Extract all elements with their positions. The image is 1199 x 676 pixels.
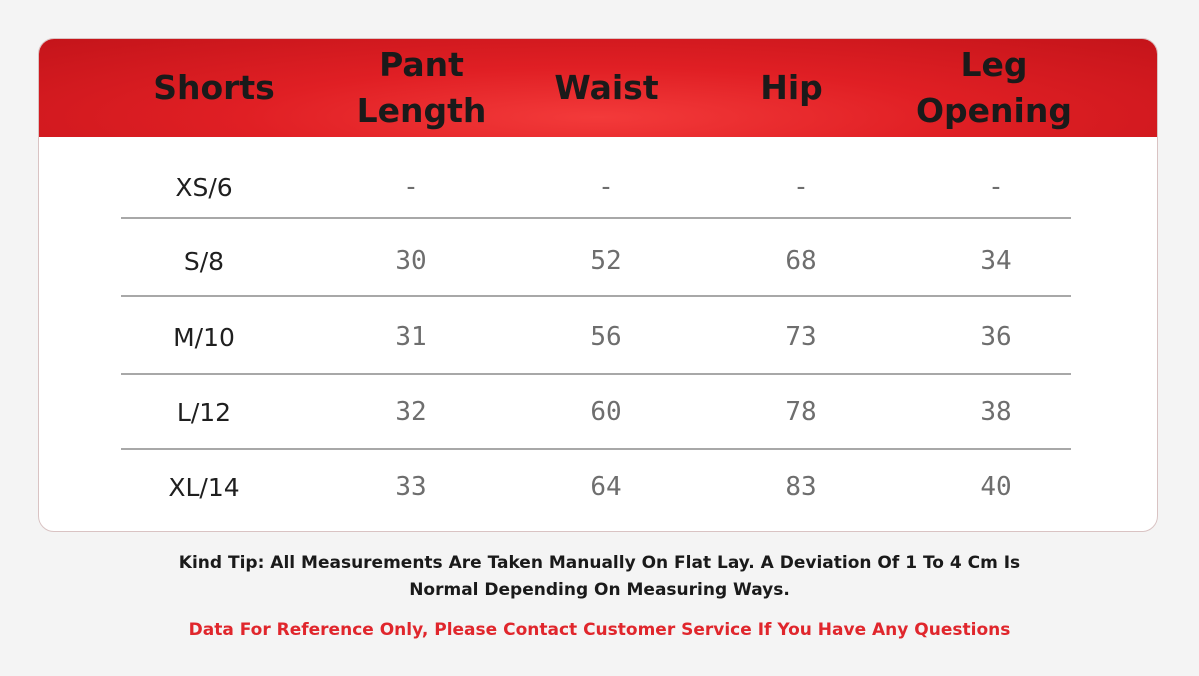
header-pant-length [329,39,514,137]
header-waist [514,39,699,137]
value-cell: - [598,172,614,202]
value-cell: - [403,172,419,202]
row-divider [121,295,1071,297]
size-chart-card [38,38,1158,532]
value-cell: 73 [785,322,817,352]
value-cell: 68 [785,246,817,276]
header-hip [699,39,884,137]
value-cell: 32 [395,397,427,427]
value-cell: 56 [590,322,622,352]
value-cell: 33 [395,472,427,502]
header-label: Hip [760,68,823,107]
size-cell: XS/6 [175,172,233,202]
value-cell: - [793,172,809,202]
kind-tip-line-1: Kind Tip: All Measurements Are Taken Manually On Flat Lay. A Deviation Of 1 To 4 Cm Is [178,553,1021,573]
value-cell: - [988,172,1004,202]
value-cell: 78 [785,397,817,427]
header-label: Shorts [153,68,275,107]
header-shorts [109,39,319,137]
header-label: Waist [554,68,659,107]
table-row [39,223,1157,299]
header-leg-opening [894,39,1094,137]
size-cell: M/10 [173,322,235,352]
table-row [39,449,1157,525]
kind-tip-line-2: Normal Depending On Measuring Ways. [409,580,790,600]
value-cell: 83 [785,472,817,502]
value-cell: 30 [395,246,427,276]
value-cell: 34 [980,246,1012,276]
reference-note: Data For Reference Only, Please Contact Customer Service If You Have Any Questions [188,620,1011,640]
value-cell: 40 [980,472,1012,502]
size-cell: S/8 [183,246,225,276]
row-divider [121,217,1071,219]
table-row [39,149,1157,225]
header-label: Pant Length [356,45,487,130]
table-row [39,299,1157,375]
value-cell: 52 [590,246,622,276]
table-header [39,39,1157,137]
header-label: Leg Opening [916,45,1072,130]
value-cell: 38 [980,397,1012,427]
value-cell: 31 [395,322,427,352]
size-cell: L/12 [176,397,232,427]
table-row [39,374,1157,450]
size-cell: XL/14 [168,472,240,502]
value-cell: 36 [980,322,1012,352]
value-cell: 64 [590,472,622,502]
value-cell: 60 [590,397,622,427]
